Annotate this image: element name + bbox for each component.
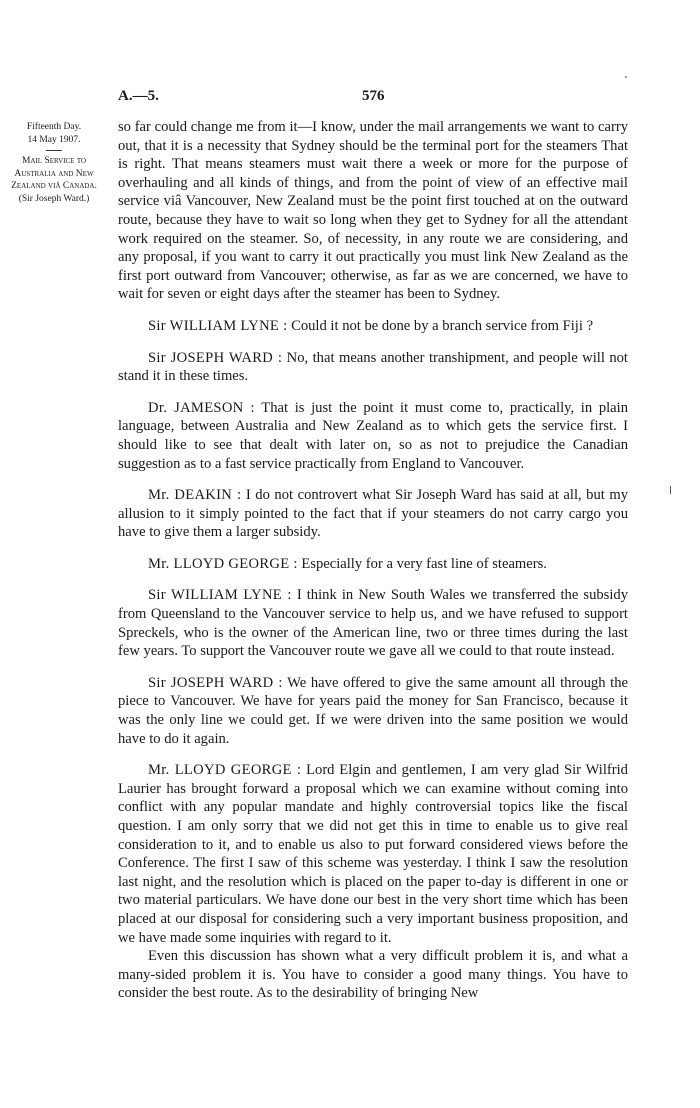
paragraph-text: No, that means another transhipment, and people will not stand it in these times. (118, 349, 628, 385)
page-speck (625, 76, 627, 78)
paragraph (118, 947, 628, 1003)
speaker-name: Sir JOSEPH WARD : (148, 674, 283, 691)
speaker-name: Mr. LLOYD GEORGE : (148, 762, 302, 779)
page-speck (670, 486, 671, 494)
paragraph (118, 349, 628, 386)
page-number: 576 (362, 88, 385, 104)
speaker-name: Mr. LLOYD GEORGE : (148, 555, 298, 572)
paragraph (118, 761, 628, 947)
paragraph (118, 555, 628, 574)
speaker-name: Mr. DEAKIN : (148, 487, 242, 504)
paragraph-text: Lord Elgin and gentlemen, I am very glad Sir Wilfrid Laurier has brought forward a proposal which we can examine without coming into conflict with any popular mandate and highly controversial topics like the fiscal question. I am only sorry that we did not get this in time to enable us to give real consideration to it, and to enable us also to put forward considered views before the Conference. The first I saw of this scheme was yesterday. I think I saw the resolution last night, and the resolution which is placed on the paper to-day is different in one or two material particulars. We have done our best in the very short time which has been placed at our disposal for considering such a very important business proposition, and we have made some inquiries with regard to it. (118, 762, 628, 946)
document-reference: A.—5. (118, 88, 159, 104)
paragraph (118, 586, 628, 660)
speaker-name: Sir WILLIAM LYNE : (148, 587, 292, 604)
paragraph-text: Especially for a very fast line of steamers. (301, 555, 547, 572)
margin-day: Fifteenth Day. (26, 122, 82, 132)
margin-topic: Mail Service to Australia and New Zealand viâ Canada. (11, 156, 97, 191)
paragraph (118, 317, 628, 336)
paragraph (118, 118, 628, 304)
margin-date: 14 May 1907. (27, 134, 81, 145)
speaker-name: Sir WILLIAM LYNE : (148, 317, 288, 334)
paragraph-text: so far could change me from it—I know, under the mail arrangements we want to carry out, that it is a necessity that Sydney should be the terminal port for the steamers That is right. That means steamers must wait there a week or more for the purpose of overhauling and all kinds of things, and from the point of view of an effective mail service viâ Vancouver, New Zealand must be the point first touched at on the outward route, because they have to wait so long when they get to Sydney for all the attendant work required on the steamer. So, of necessity, in any route we are considering, and any proposal, if you want to carry it out practically you must link New Zealand as the first port outward from Vancouver; otherwise, as far as we are concerned, we have to wait for seven or eight days after the steamer has been to Sydney. (118, 119, 628, 303)
paragraph-text: That is just the point it must come to, practically, in plain language, between Australia and New Zealand as to which gets the service first. I should like to see that dealt with later on, so as not to prejudice the Canadian suggestion as to a fast service practically from England to Vancouver. (118, 399, 629, 472)
paragraph (118, 399, 628, 473)
paragraph-text: Could it not be done by a branch service from Fiji ? (291, 317, 594, 334)
paragraph (118, 486, 628, 542)
margin-divider (46, 150, 62, 151)
speaker-name: Dr. JAMESON : (148, 399, 255, 416)
paragraph-text: I think in New South Wales we transferred the subsidy from Queensland to the Vancouver service to help us, and we have refused to support Spreckels, who is the owner of the American line, two or three times during the last few years. To support the Vancouver route we gave all we could to that route instead. (118, 587, 628, 660)
transcript-body (118, 118, 628, 1016)
margin-note (4, 121, 104, 205)
speaker-name: Sir JOSEPH WARD : (148, 349, 283, 366)
paragraph (118, 674, 628, 748)
paragraph-text: We have offered to give the same amount all through the piece to Vancouver. We have for years paid the money for San Francisco, because it was the only line we could get. If we were driven into the same position we would have to do it again. (118, 674, 628, 747)
paragraph-text: I do not controvert what Sir Joseph Ward has said at all, but my allusion to it simply pointed to the fact that if your steamers do not carry cargo you have to give them a larger subsidy. (118, 487, 629, 541)
paragraph-text: Even this discussion has shown what a very difficult problem it is, and what a many-sided problem it is. You have to consider a good many things. You have to consider the best route. As to the desirability of bringing New (118, 948, 628, 1002)
margin-speaker: (Sir Joseph Ward.) (18, 193, 90, 204)
